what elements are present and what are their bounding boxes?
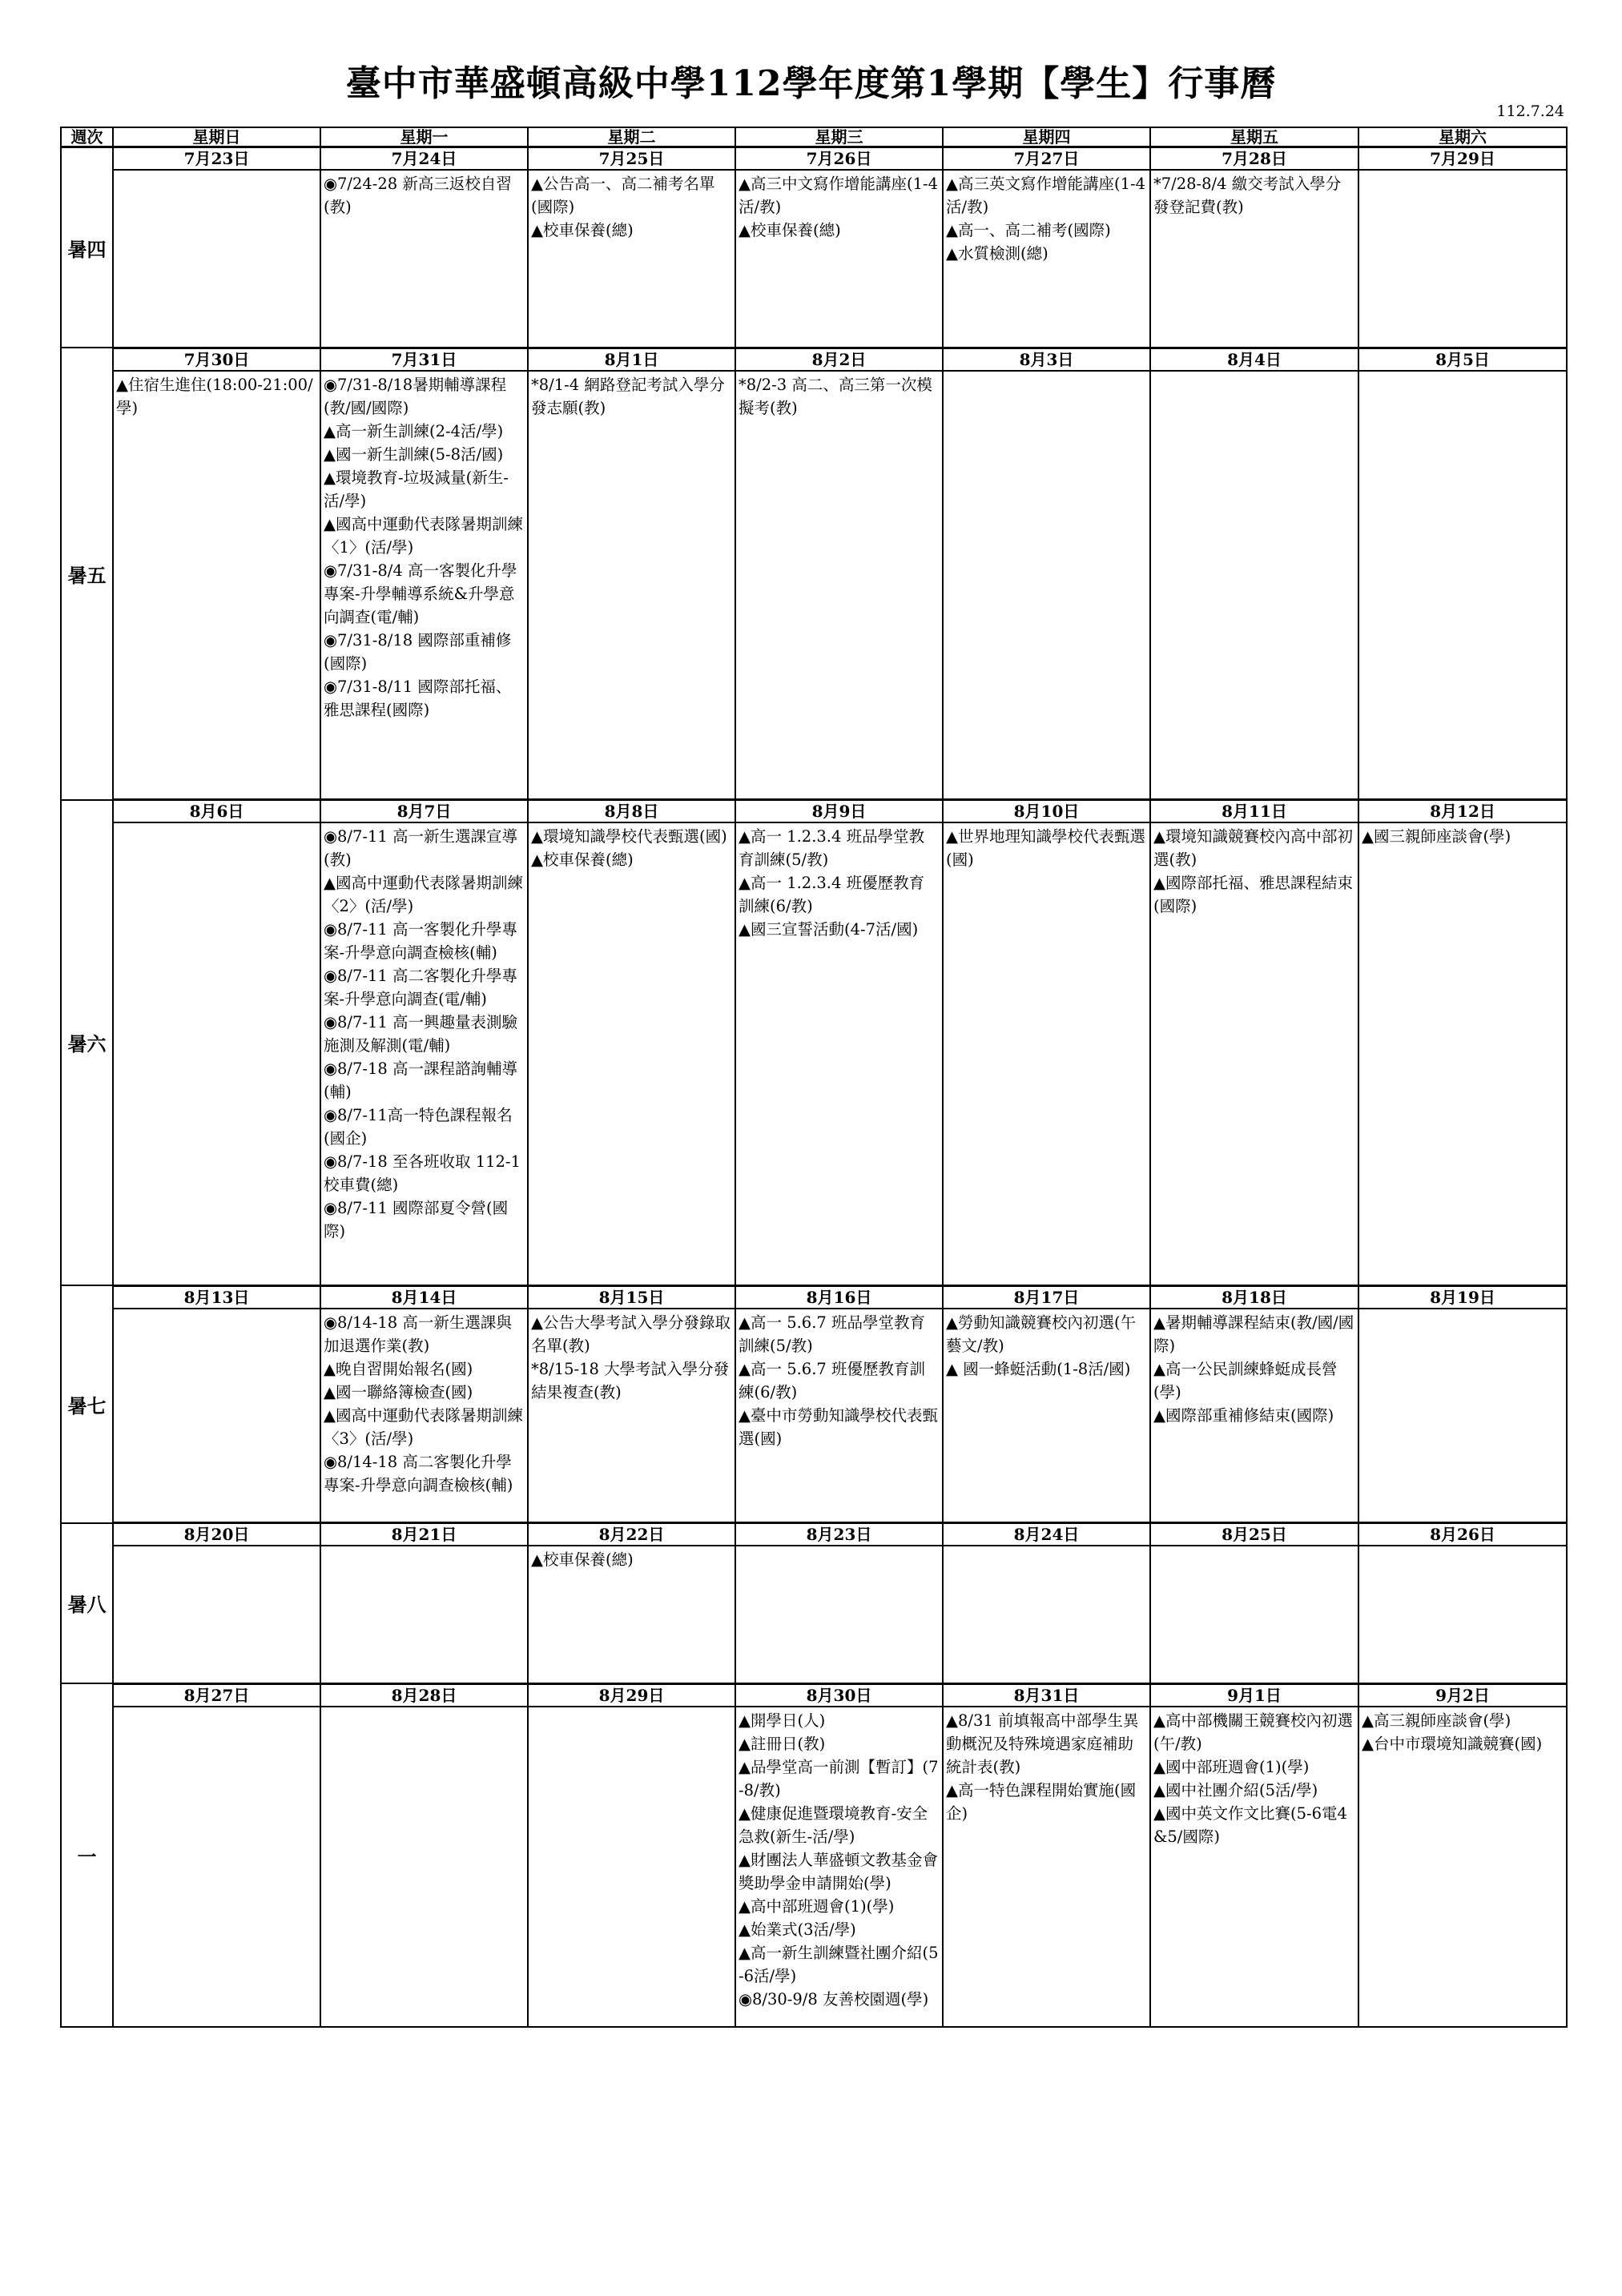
page-title: 臺中市華盛頓高級中學112學年度第1學期【學生】行事曆 xyxy=(345,63,1277,104)
date-cell: 8月2日 xyxy=(735,348,943,371)
date-cell: 7月31日 xyxy=(320,348,528,371)
day-events-cell xyxy=(1358,1546,1567,1683)
event-item: ◉7/31-8/18暑期輔導課程(教/國/國際) xyxy=(324,375,507,417)
day-events-cell xyxy=(1358,822,1567,1285)
date-cell: 8月6日 xyxy=(113,800,320,823)
event-item: ▲公告大學考試入學分發錄取名單(教) xyxy=(531,1313,731,1355)
day-events-cell xyxy=(735,1309,943,1523)
date-cell: 8月26日 xyxy=(1358,1523,1567,1546)
day-events-cell xyxy=(735,1707,943,2027)
day-events-cell xyxy=(320,1707,528,2027)
date-cell: 7月28日 xyxy=(1150,147,1358,171)
day-events-cell xyxy=(1150,1707,1358,2027)
day-events-cell xyxy=(320,1309,528,1523)
week-label: 暑八 xyxy=(61,1523,113,1684)
day-events-cell xyxy=(943,1546,1150,1683)
date-cell: 8月14日 xyxy=(320,1285,528,1309)
date-cell: 8月3日 xyxy=(943,348,1150,371)
date-cell: 8月19日 xyxy=(1358,1285,1567,1309)
day-events-cell xyxy=(1358,1707,1567,2027)
day-events-cell xyxy=(113,170,320,348)
week-date-row xyxy=(61,800,1567,823)
event-item: ◉8/14-18 高一新生選課與加退選作業(教) xyxy=(324,1313,512,1355)
event-item: ▲高一新生訓練(2-4活/學) xyxy=(324,421,504,440)
event-item: ▲國一聯絡簿檢查(國) xyxy=(324,1382,473,1401)
date-cell: 7月29日 xyxy=(1358,147,1567,171)
event-item: ▲環境知識學校代表甄選(國) xyxy=(531,827,727,846)
event-item: ▲校車保養(總) xyxy=(739,221,841,239)
day-events-cell xyxy=(735,170,943,348)
date-cell: 7月23日 xyxy=(113,147,320,171)
day-events-cell xyxy=(113,822,320,1285)
header-day: 星期四 xyxy=(943,127,1150,147)
date-cell: 9月1日 xyxy=(1150,1683,1358,1707)
day-events-cell xyxy=(113,1309,320,1523)
day-events-cell xyxy=(943,822,1150,1285)
event-item: ▲高一 1.2.3.4 班優歷教育訓練(6/教) xyxy=(739,874,925,915)
week-label: 暑七 xyxy=(61,1285,113,1523)
day-events-cell xyxy=(528,822,735,1285)
event-item: ◉8/7-11 高一新生選課宣導(教) xyxy=(324,827,517,869)
event-item: ◉8/30-9/8 友善校園週(學) xyxy=(739,1989,929,2008)
date-cell: 8月1日 xyxy=(528,348,735,371)
event-item: ▲註冊日(教) xyxy=(739,1734,826,1753)
event-item: *7/28-8/4 繳交考試入學分發登記費(教) xyxy=(1153,175,1342,216)
date-cell: 8月16日 xyxy=(735,1285,943,1309)
day-events-cell xyxy=(1150,1309,1358,1523)
event-item: ▲國際部重補修結束(國際) xyxy=(1153,1405,1334,1425)
week-date-row xyxy=(61,1523,1567,1546)
week-events-row xyxy=(61,1707,1567,2027)
week-label: 暑六 xyxy=(61,800,113,1286)
day-events-cell xyxy=(1150,371,1358,800)
day-events-cell xyxy=(528,1309,735,1523)
date-cell: 7月24日 xyxy=(320,147,528,171)
day-events-cell xyxy=(320,822,528,1285)
event-item: ▲高中部機關王競賽校內初選(午/教) xyxy=(1153,1711,1353,1753)
date-cell: 8月27日 xyxy=(113,1683,320,1707)
week-label: 暑四 xyxy=(61,147,113,348)
event-item: ▲水質檢測(總) xyxy=(946,244,1048,263)
day-events-cell xyxy=(1358,170,1567,348)
event-item: ◉8/7-11 高一客製化升學專案-升學意向調查檢核(輔) xyxy=(324,920,517,962)
week-events-row xyxy=(61,371,1567,800)
day-events-cell xyxy=(1150,1546,1358,1683)
day-events-cell xyxy=(943,371,1150,800)
header-day: 星期三 xyxy=(735,127,943,147)
week-events-row xyxy=(61,822,1567,1285)
date-cell: 8月31日 xyxy=(943,1683,1150,1707)
event-item: ▲高三英文寫作增能講座(1-4活/教) xyxy=(946,175,1146,216)
event-item: ▲晚自習開始報名(國) xyxy=(324,1359,473,1378)
date-cell: 7月26日 xyxy=(735,147,943,171)
event-item: ▲高一特色課程開始實施(國企) xyxy=(946,1780,1137,1823)
event-item: ▲環境知識競賽校內高中部初選(教) xyxy=(1153,827,1353,869)
date-cell: 8月11日 xyxy=(1150,800,1358,823)
event-item: ▲高三親師座談會(學) xyxy=(1362,1711,1511,1730)
event-item: ◉7/31-8/11 國際部托福、雅思課程(國際) xyxy=(324,677,512,719)
date-cell: 8月23日 xyxy=(735,1523,943,1546)
event-item: ▲暑期輔導課程結束(教/國/國際) xyxy=(1153,1313,1354,1355)
event-item: ▲台中市環境知識競賽(國) xyxy=(1362,1734,1543,1753)
date-cell: 9月2日 xyxy=(1358,1683,1567,1707)
event-item: ◉8/7-11 高一興趣量表測驗施測及解測(電/輔) xyxy=(324,1013,517,1055)
event-item: ▲校車保養(總) xyxy=(531,221,634,239)
day-events-cell xyxy=(113,1546,320,1683)
event-item: ▲8/31 前填報高中部學生異動概況及特殊境遇家庭補助統計表(教) xyxy=(946,1711,1139,1776)
event-item: ▲始業式(3活/學) xyxy=(739,1920,856,1939)
week-events-row xyxy=(61,1546,1567,1683)
day-events-cell xyxy=(113,371,320,800)
date-cell: 7月25日 xyxy=(528,147,735,171)
day-events-cell xyxy=(735,822,943,1285)
event-item: ▲高中部班週會(1)(學) xyxy=(739,1896,895,1916)
header-day: 星期五 xyxy=(1150,127,1358,147)
event-item: ▲國高中運動代表隊暑期訓練〈3〉(活/學) xyxy=(324,1405,523,1448)
event-item: *8/1-4 網路登記考試入學分發志願(教) xyxy=(531,375,725,417)
week-events-row xyxy=(61,170,1567,348)
date-cell: 8月5日 xyxy=(1358,348,1567,371)
event-item: ▲住宿生進住(18:00-21:00/學) xyxy=(116,375,313,417)
event-item: ▲公告高一、高二補考名單(國際) xyxy=(531,175,715,216)
date-cell: 8月25日 xyxy=(1150,1523,1358,1546)
event-item: *8/15-18 大學考試入學分發結果複查(教) xyxy=(531,1359,730,1401)
event-item: ▲財團法人華盛頓文教基金會獎助學金申請開始(學) xyxy=(739,1850,938,1892)
event-item: ◉8/7-18 至各班收取 112-1 校車費(總) xyxy=(324,1152,521,1194)
week-date-row xyxy=(61,348,1567,371)
date-cell: 8月9日 xyxy=(735,800,943,823)
date-cell: 8月18日 xyxy=(1150,1285,1358,1309)
event-item: ◉8/7-11 高二客製化升學專案-升學意向調查(電/輔) xyxy=(324,967,517,1008)
event-item: ◉7/31-8/4 高一客製化升學專案-升學輔導系統&升學意向調查(電/輔) xyxy=(324,561,517,626)
day-events-cell xyxy=(943,1707,1150,2027)
header-day: 星期二 xyxy=(528,127,735,147)
event-item: ◉8/7-18 高一課程諮詢輔導(輔) xyxy=(324,1060,517,1101)
day-events-cell xyxy=(528,1546,735,1683)
event-item: ▲校車保養(總) xyxy=(531,850,634,869)
day-events-cell xyxy=(943,1309,1150,1523)
event-item: ▲國三宣誓活動(4-7活/國) xyxy=(739,920,919,939)
event-item: ▲世界地理知識學校代表甄選(國) xyxy=(946,827,1145,869)
date-cell: 7月30日 xyxy=(113,348,320,371)
date-cell: 8月21日 xyxy=(320,1523,528,1546)
date-cell: 8月24日 xyxy=(943,1523,1150,1546)
header-week: 週次 xyxy=(61,127,113,147)
event-item: ◉8/14-18 高二客製化升學專案-升學意向調查檢核(輔) xyxy=(324,1452,513,1494)
event-item: ▲臺中市勞動知識學校代表甄選(國) xyxy=(739,1405,938,1448)
event-item: ▲國高中運動代表隊暑期訓練〈2〉(活/學) xyxy=(324,874,523,915)
day-events-cell xyxy=(528,371,735,800)
date-cell: 8月15日 xyxy=(528,1285,735,1309)
event-item: ◉8/7-11高一特色課程報名(國企) xyxy=(324,1106,513,1148)
date-cell: 8月8日 xyxy=(528,800,735,823)
date-cell: 8月17日 xyxy=(943,1285,1150,1309)
day-events-cell xyxy=(320,170,528,348)
event-item: ▲國中英文作文比賽(5-6電4&5/國際) xyxy=(1153,1803,1347,1846)
day-events-cell xyxy=(1358,1309,1567,1523)
event-item: ▲高一 5.6.7 班優歷教育訓練(6/教) xyxy=(739,1359,926,1401)
event-item: ▲高一公民訓練蜂蜓成長營(學) xyxy=(1153,1359,1338,1401)
header-day: 星期一 xyxy=(320,127,528,147)
week-label: 暑五 xyxy=(61,348,113,800)
header-row xyxy=(61,127,1567,147)
event-item: ▲高一新生訓練暨社團介紹(5-6活/學) xyxy=(739,1943,939,1985)
event-item: ▲國三親師座談會(學) xyxy=(1362,827,1511,846)
week-events-row xyxy=(61,1309,1567,1523)
calendar-table xyxy=(60,127,1568,2028)
event-item: ▲高三中文寫作增能講座(1-4活/教) xyxy=(739,175,939,216)
event-item: ▲開學日(人) xyxy=(739,1711,826,1730)
day-events-cell xyxy=(1150,822,1358,1285)
day-events-cell xyxy=(528,1707,735,2027)
date-cell: 8月12日 xyxy=(1358,800,1567,823)
event-item: ▲高一 5.6.7 班品學堂教育訓練(5/教) xyxy=(739,1313,926,1355)
event-item: ◉8/7-11 國際部夏令營(國際) xyxy=(324,1199,509,1240)
event-item: ▲健康促進暨環境教育-安全急救(新生-活/學) xyxy=(739,1803,928,1846)
day-events-cell xyxy=(113,1707,320,2027)
event-item: ▲校車保養(總) xyxy=(531,1550,634,1569)
week-date-row xyxy=(61,1683,1567,1707)
week-date-row xyxy=(61,1285,1567,1309)
date-cell: 8月4日 xyxy=(1150,348,1358,371)
day-events-cell xyxy=(1150,170,1358,348)
header-day: 星期六 xyxy=(1358,127,1567,147)
header-day: 星期日 xyxy=(113,127,320,147)
event-item: ▲勞動知識競賽校內初選(午藝文/教) xyxy=(946,1313,1137,1355)
day-events-cell xyxy=(943,170,1150,348)
event-item: ▲高一、高二補考(國際) xyxy=(946,221,1111,239)
document-date: 112.7.24 xyxy=(1496,103,1564,120)
date-cell: 8月13日 xyxy=(113,1285,320,1309)
date-cell: 8月30日 xyxy=(735,1683,943,1707)
event-item: ▲國中部班週會(1)(學) xyxy=(1153,1757,1310,1776)
date-cell: 7月27日 xyxy=(943,147,1150,171)
event-item: ▲ 國一蜂蜓活動(1-8活/國) xyxy=(946,1359,1131,1378)
event-item: ◉7/31-8/18 國際部重補修(國際) xyxy=(324,630,512,673)
day-events-cell xyxy=(735,371,943,800)
week-date-row xyxy=(61,147,1567,171)
date-cell: 8月20日 xyxy=(113,1523,320,1546)
date-cell: 8月10日 xyxy=(943,800,1150,823)
event-item: ▲環境教育-垃圾減量(新生-活/學) xyxy=(324,468,509,510)
event-item: ▲國際部托福、雅思課程結束(國際) xyxy=(1153,874,1353,915)
day-events-cell xyxy=(320,371,528,800)
day-events-cell xyxy=(735,1546,943,1683)
week-label: 一 xyxy=(61,1683,113,2027)
event-item: ▲品學堂高一前測【暫訂】(7-8/教) xyxy=(739,1757,939,1799)
day-events-cell xyxy=(528,170,735,348)
day-events-cell xyxy=(320,1546,528,1683)
event-item: ▲國一新生訓練(5-8活/國) xyxy=(324,444,504,464)
date-cell: 8月29日 xyxy=(528,1683,735,1707)
day-events-cell xyxy=(1358,371,1567,800)
event-item: ▲高一 1.2.3.4 班品學堂教育訓練(5/教) xyxy=(739,827,925,869)
date-cell: 8月22日 xyxy=(528,1523,735,1546)
event-item: *8/2-3 高二、高三第一次模擬考(教) xyxy=(739,375,932,417)
date-cell: 8月28日 xyxy=(320,1683,528,1707)
date-cell: 8月7日 xyxy=(320,800,528,823)
event-item: ▲國高中運動代表隊暑期訓練〈1〉(活/學) xyxy=(324,514,523,557)
event-item: ◉7/24-28 新高三返校自習(教) xyxy=(324,175,512,216)
event-item: ▲國中社團介紹(5活/學) xyxy=(1153,1780,1318,1799)
